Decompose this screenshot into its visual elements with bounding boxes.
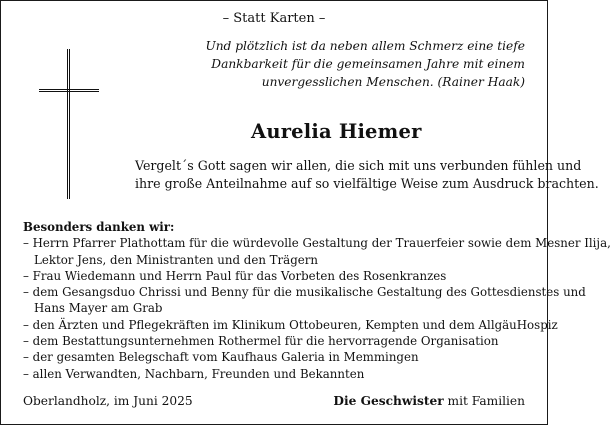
list-heading: Besonders danken wir: [23, 220, 175, 234]
list-item-continuation: Lektor Jens, den Ministranten und den Trägern [34, 252, 318, 267]
signature-rest: mit Familien [443, 394, 525, 408]
special-thanks-list [23, 219, 611, 382]
place-date: Oberlandholz, im Juni 2025 [23, 394, 193, 408]
cross-icon [39, 49, 119, 199]
quote-line: Dankbarkeit für die gemeinsamen Jahre mit einem [211, 57, 525, 71]
list-item: – den Ärzten und Pflegekräften im Klinikum Ottobeuren, Kempten und dem AllgäuHospiz [23, 317, 558, 332]
header-statt-karten: – Statt Karten – [222, 11, 326, 26]
list-item: – dem Bestattungsunternehmen Rothermel für die hervorragende Organisation [23, 334, 499, 349]
list-item: – allen Verwandten, Nachbarn, Freunden und Bekannten [23, 366, 365, 381]
quote-line: Und plötzlich ist da neben allem Schmerz eine tiefe [205, 39, 525, 53]
thanks-line: ihre große Anteilnahme auf so vielfältige Weise zum Ausdruck brachten. [135, 176, 599, 191]
quote-line: unvergesslichen Menschen. (Rainer Haak) [261, 75, 525, 89]
deceased-name: Aurelia Hiemer [251, 120, 422, 143]
signature-bold: Die Geschwister [333, 394, 444, 408]
quote [185, 37, 525, 91]
list-item: – der gesamten Belegschaft vom Kaufhaus Galeria in Memmingen [23, 350, 419, 365]
list-item: – Herrn Pfarrer Plathottam für die würdevolle Gestaltung der Trauerfeier sowie dem Mesner Ilija, [23, 236, 611, 251]
list-item: – dem Gesangsduo Chrissi und Benny für die musikalische Gestaltung des Gottesdienstes und [23, 285, 586, 300]
thanks-line: Vergelt´s Gott sagen wir allen, die sich mit uns verbunden fühlen und [135, 158, 582, 173]
list-item-continuation: Hans Mayer am Grab [34, 301, 163, 316]
list-item: – Frau Wiedemann und Herrn Paul für das Vorbeten des Rosenkranzes [23, 268, 447, 283]
signature [333, 394, 525, 408]
thanks-text [135, 157, 599, 193]
